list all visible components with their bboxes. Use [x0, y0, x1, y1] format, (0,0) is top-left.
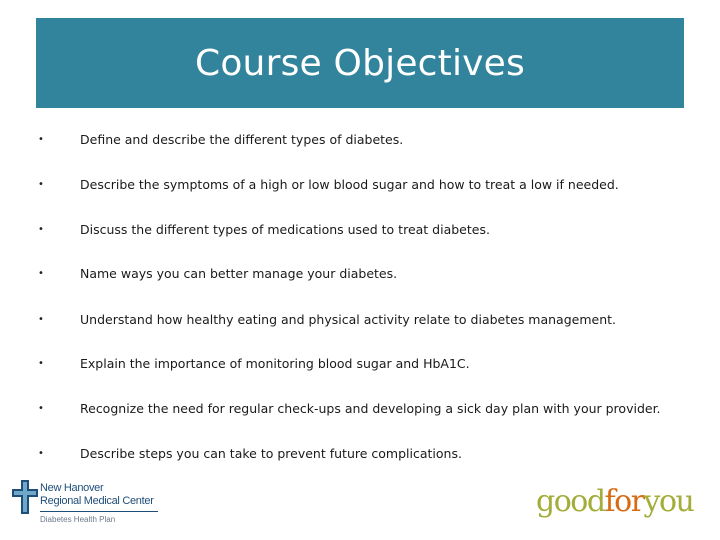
objective-text: Define and describe the different types of diabetes. — [80, 132, 404, 147]
bullet-icon: • — [38, 314, 44, 325]
list-item — [0, 401, 720, 425]
objective-text: Discuss the different types of medications used to treat diabetes. — [80, 222, 490, 237]
medical-cross-icon — [12, 480, 38, 514]
list-item — [0, 177, 720, 201]
list-item — [0, 266, 720, 290]
slide-title: Course Objectives — [195, 42, 525, 84]
list-item — [0, 222, 720, 246]
nhrmc-logo — [12, 480, 172, 528]
bullet-icon: • — [38, 179, 44, 190]
title-banner — [36, 18, 684, 108]
goodforyou-logo — [536, 484, 693, 524]
goodforyou-you: you — [643, 484, 694, 519]
nhrmc-divider — [40, 511, 158, 512]
list-item — [0, 446, 720, 470]
bullet-icon: • — [38, 224, 44, 235]
bullet-icon: • — [38, 134, 44, 145]
nhrmc-name-line1: New Hanover — [40, 482, 104, 494]
nhrmc-subtitle: Diabetes Health Plan — [40, 515, 116, 524]
list-item — [0, 132, 720, 156]
bullet-icon: • — [38, 358, 44, 369]
objective-text: Understand how healthy eating and physical activity relate to diabetes management. — [80, 312, 617, 327]
objective-text: Describe steps you can take to prevent future complications. — [80, 446, 462, 461]
list-item — [0, 356, 720, 380]
objective-text: Recognize the need for regular check-ups and developing a sick day plan with your provider. — [80, 401, 661, 416]
nhrmc-name-line2: Regional Medical Center — [40, 495, 154, 507]
bullet-icon: • — [38, 448, 44, 459]
objective-text: Explain the importance of monitoring blood sugar and HbA1C. — [80, 356, 470, 371]
goodforyou-good: good — [536, 484, 605, 519]
bullet-icon: • — [38, 403, 44, 414]
objective-text: Name ways you can better manage your diabetes. — [80, 266, 398, 281]
goodforyou-for: for — [604, 484, 644, 519]
list-item — [0, 312, 720, 336]
bullet-icon: • — [38, 268, 44, 279]
objective-text: Describe the symptoms of a high or low blood sugar and how to treat a low if needed. — [80, 177, 619, 192]
